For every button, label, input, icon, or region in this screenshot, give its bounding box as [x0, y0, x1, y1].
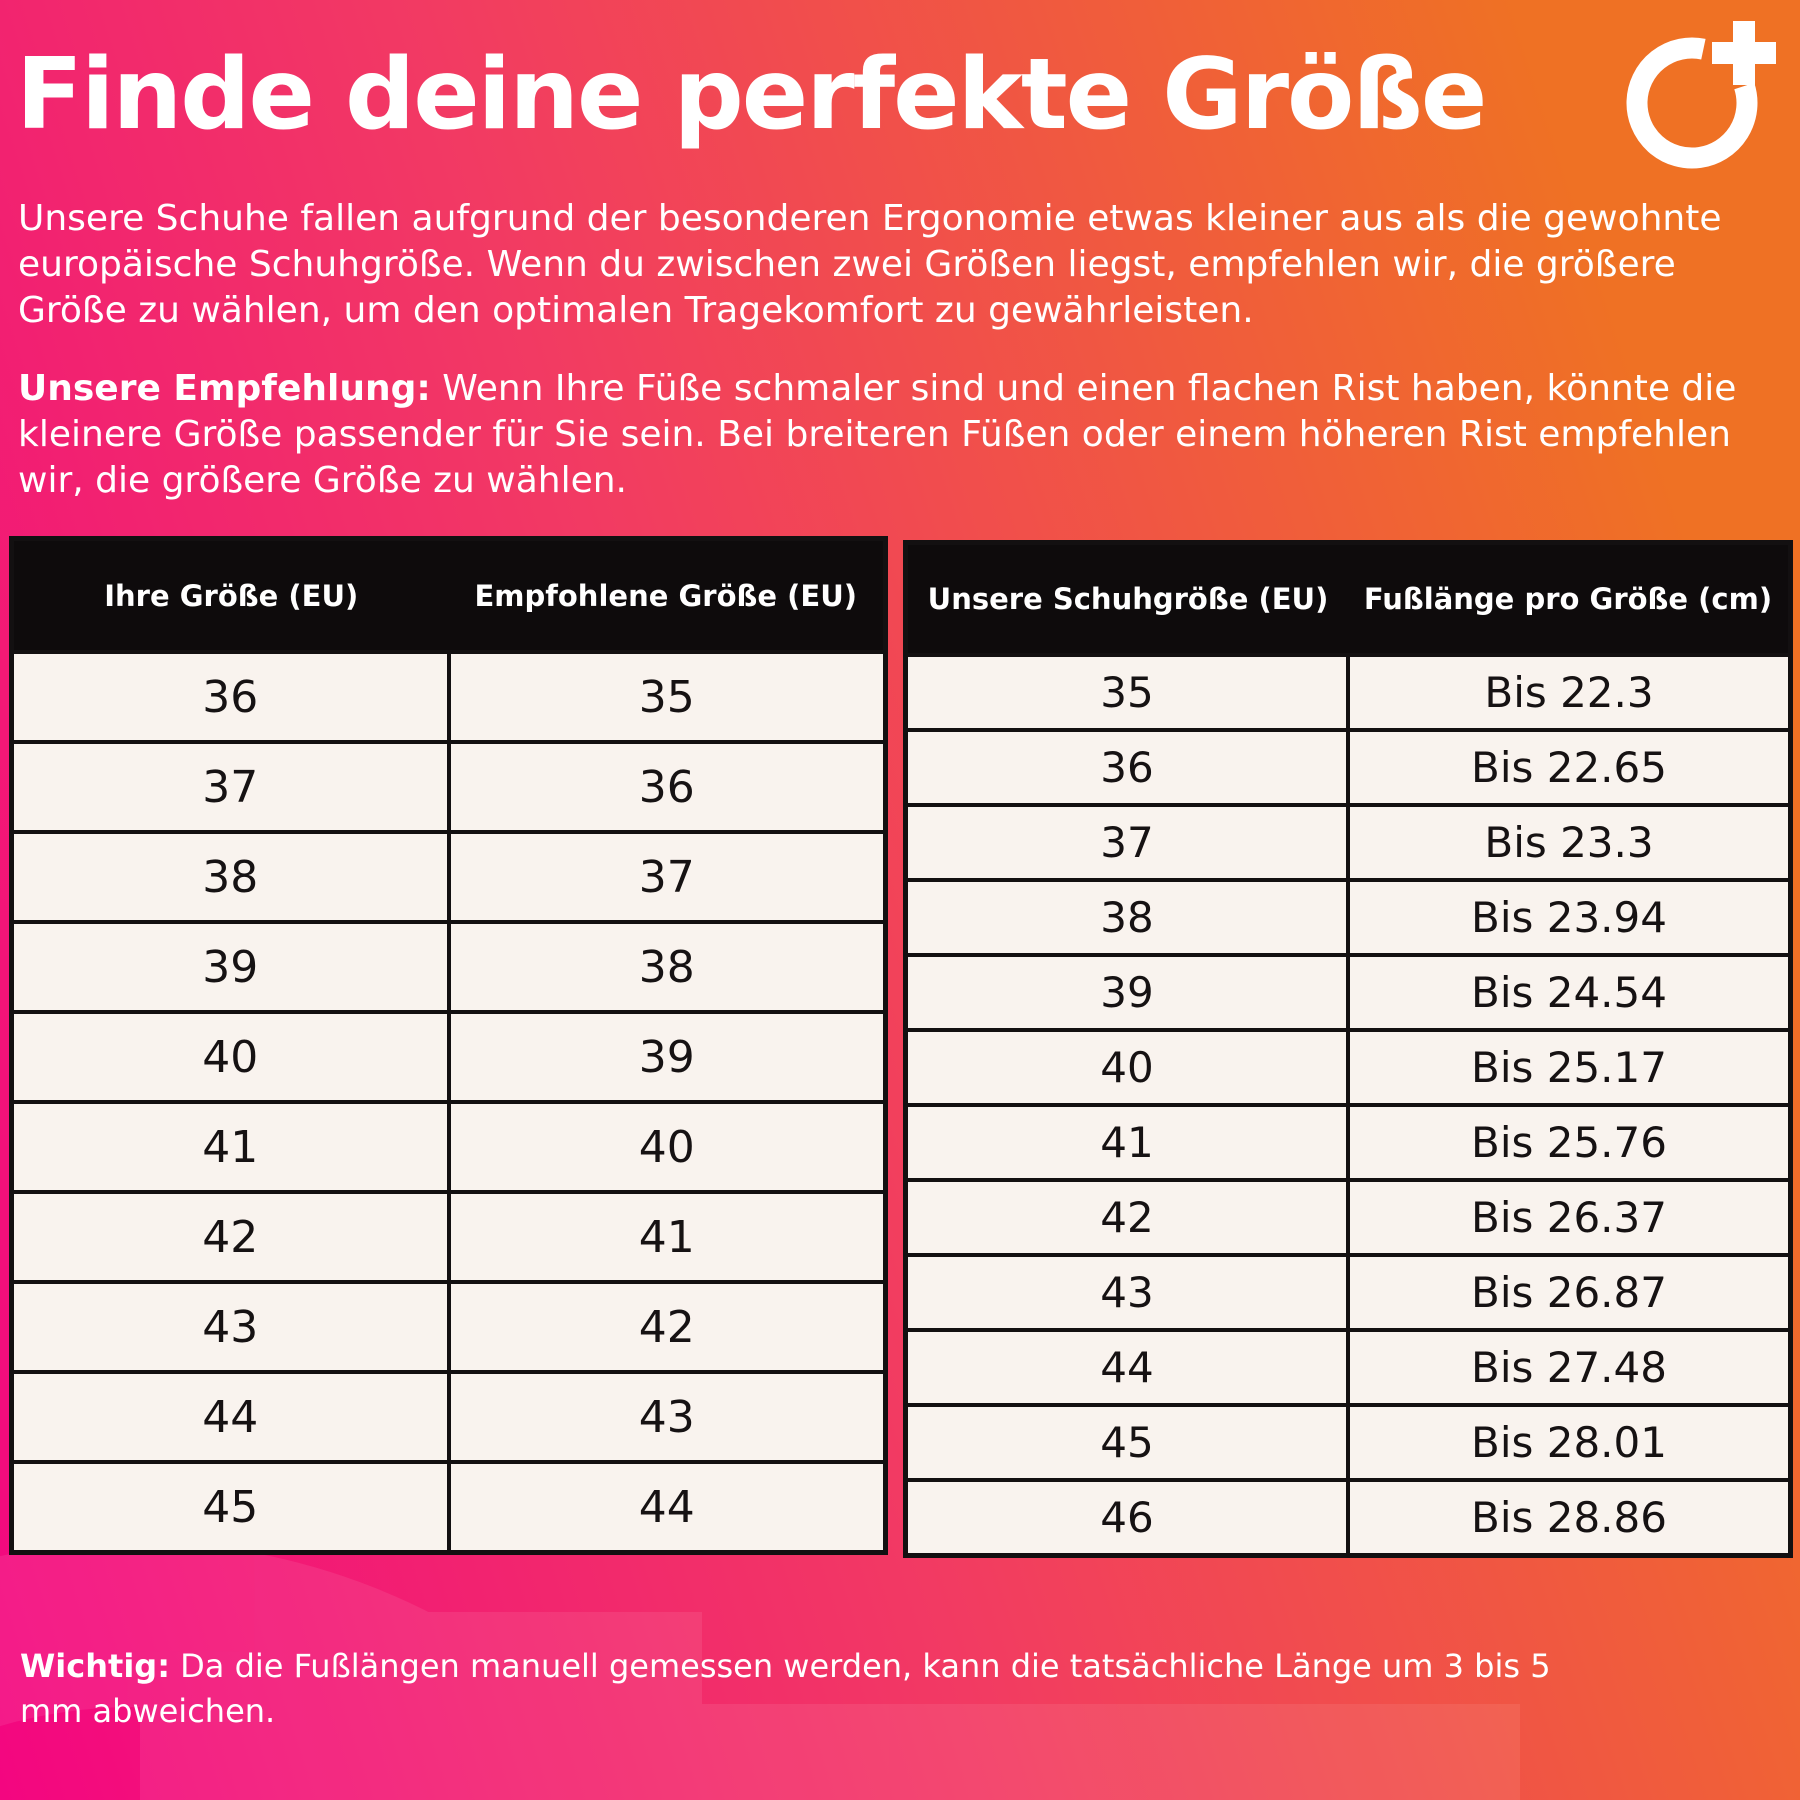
table-row: [906, 1255, 1791, 1330]
table-cell: 35: [906, 655, 1349, 730]
table-cell: 37: [12, 742, 449, 832]
table-row: [906, 730, 1791, 805]
table-cell: 36: [12, 652, 449, 742]
table-cell: Bis 26.87: [1348, 1255, 1791, 1330]
column-header-our-shoe-size: Unsere Schuhgröße (EU): [906, 543, 1349, 656]
table-row: [12, 1462, 886, 1553]
table-cell: 46: [906, 1480, 1349, 1556]
size-conversion-table-head: [12, 539, 886, 653]
footer-note-label: Wichtig:: [20, 1647, 170, 1685]
table-row: [906, 1480, 1791, 1556]
table-cell: Bis 25.17: [1348, 1030, 1791, 1105]
page-title: Finde deine perfekte Größe: [16, 38, 1486, 152]
table-cell: Bis 28.86: [1348, 1480, 1791, 1556]
foot-length-table-body: [906, 655, 1791, 1556]
table-row: [906, 1030, 1791, 1105]
table-row: [12, 1282, 886, 1372]
table-cell: 39: [449, 1012, 886, 1102]
table-cell: Bis 22.3: [1348, 655, 1791, 730]
header-row: [12, 539, 886, 653]
table-cell: Bis 28.01: [1348, 1405, 1791, 1480]
table-cell: 41: [449, 1192, 886, 1282]
foot-length-table-head: [906, 543, 1791, 656]
table-row: [906, 880, 1791, 955]
table-row: [906, 1330, 1791, 1405]
table-cell: Bis 24.54: [1348, 955, 1791, 1030]
table-cell: 38: [449, 922, 886, 1012]
table-cell: 39: [12, 922, 449, 1012]
table-row: [906, 655, 1791, 730]
table-cell: 45: [12, 1462, 449, 1553]
table-cell: 44: [12, 1372, 449, 1462]
table-cell: 42: [449, 1282, 886, 1372]
table-cell: 35: [449, 652, 886, 742]
table-cell: 40: [12, 1012, 449, 1102]
table-cell: 42: [12, 1192, 449, 1282]
table-cell: 36: [906, 730, 1349, 805]
size-conversion-table-body: [12, 652, 886, 1553]
size-conversion-table: [9, 536, 888, 1555]
o-plus-logo-icon: [1620, 8, 1792, 180]
footer-note: [20, 1644, 1600, 1734]
table-cell: 41: [906, 1105, 1349, 1180]
table-cell: 40: [906, 1030, 1349, 1105]
column-header-recommended-size: Empfohlene Größe (EU): [449, 539, 886, 653]
table-cell: Bis 23.3: [1348, 805, 1791, 880]
table-row: [906, 1105, 1791, 1180]
table-row: [12, 742, 886, 832]
recommendation-paragraph: [18, 366, 1778, 504]
table-row: [906, 955, 1791, 1030]
table-row: [906, 1405, 1791, 1480]
table-cell: 43: [449, 1372, 886, 1462]
table-cell: 42: [906, 1180, 1349, 1255]
table-cell: 43: [12, 1282, 449, 1372]
intro-paragraph: Unsere Schuhe fallen aufgrund der besonderen Ergonomie etwas kleiner aus als die gewohnte europäische Schuhgröße. Wenn du zwischen zwei Größen liegst, empfehlen wir, die größere Größe zu wählen, um den optimalen Tragekomfort zu gewährleisten.: [18, 198, 1722, 332]
column-header-your-size: Ihre Größe (EU): [12, 539, 449, 653]
table-cell: 37: [906, 805, 1349, 880]
footer-note-body: Da die Fußlängen manuell gemessen werden, kann die tatsächliche Länge um 3 bis 5 mm abweichen.: [20, 1647, 1551, 1730]
table-cell: Bis 22.65: [1348, 730, 1791, 805]
table-cell: Bis 26.37: [1348, 1180, 1791, 1255]
table-row: [906, 1180, 1791, 1255]
table-cell: Bis 23.94: [1348, 880, 1791, 955]
table-row: [12, 652, 886, 742]
table-cell: 37: [449, 832, 886, 922]
table-cell: 41: [12, 1102, 449, 1192]
table-cell: 45: [906, 1405, 1349, 1480]
column-header-foot-length: Fußlänge pro Größe (cm): [1348, 543, 1791, 656]
table-cell: Bis 27.48: [1348, 1330, 1791, 1405]
foot-length-table: [903, 540, 1793, 1558]
table-cell: 44: [449, 1462, 886, 1553]
header-row: [906, 543, 1791, 656]
table-cell: 44: [906, 1330, 1349, 1405]
table-cell: 38: [12, 832, 449, 922]
table-cell: Bis 25.76: [1348, 1105, 1791, 1180]
table-row: [906, 805, 1791, 880]
table-row: [12, 832, 886, 922]
table-cell: 43: [906, 1255, 1349, 1330]
table-row: [12, 1102, 886, 1192]
table-cell: 39: [906, 955, 1349, 1030]
recommendation-body: Wenn Ihre Füße schmaler sind und einen flachen Rist haben, könnte die kleinere Größe passender für Sie sein. Bei breiteren Füßen oder einem höheren Rist empfehlen wir, die größere Größe zu wählen.: [18, 368, 1737, 502]
table-cell: 40: [449, 1102, 886, 1192]
table-row: [12, 1012, 886, 1102]
table-row: [12, 1192, 886, 1282]
table-cell: 38: [906, 880, 1349, 955]
table-row: [12, 922, 886, 1012]
table-row: [12, 1372, 886, 1462]
table-cell: 36: [449, 742, 886, 832]
recommendation-label: Unsere Empfehlung:: [18, 368, 431, 409]
